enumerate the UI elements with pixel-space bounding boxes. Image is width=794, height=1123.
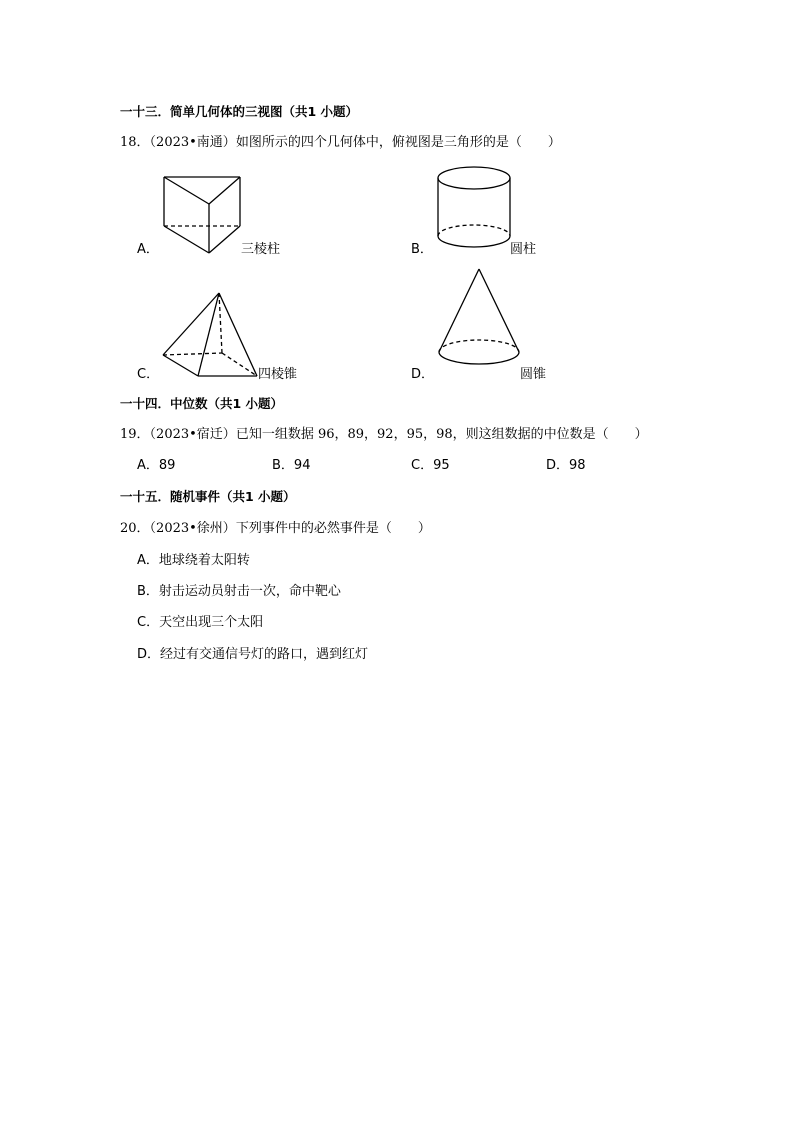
option-b: B．94 [272, 458, 311, 473]
option-a: A．地球绕着太阳转 [137, 553, 250, 568]
question-18 [120, 135, 561, 151]
option-a-caption: 三棱柱 [241, 242, 281, 257]
option-d-letter: D． [411, 367, 435, 382]
option-c-caption: 四棱锥 [258, 367, 298, 382]
option-b-letter: B． [411, 242, 433, 257]
question-stem: 下列事件中的必然事件是（ ） [235, 521, 431, 536]
question-source: （2023•徐州） [149, 521, 236, 536]
option-c: C．95 [411, 458, 450, 473]
question-number: 19． [120, 427, 150, 442]
triangular-prism-icon [158, 172, 248, 258]
section-heading-15: 一十五．随机事件（共1 小题） [120, 489, 296, 504]
question-stem: 如图所示的四个几何体中，俯视图是三角形的是（ ） [235, 135, 561, 150]
section-heading-13: 一十三．简单几何体的三视图（共1 小题） [120, 104, 359, 119]
option-b-caption: 圆柱 [510, 242, 537, 257]
option-b: B．射击运动员射击一次，命中靶心 [137, 584, 341, 599]
option-c-letter: C． [137, 367, 160, 382]
cone-icon [432, 264, 526, 382]
option-a: A．89 [137, 458, 176, 473]
question-20 [120, 521, 431, 537]
cylinder-icon [432, 164, 518, 254]
option-c: C．天空出现三个太阳 [137, 615, 264, 630]
question-source: （2023•南通） [149, 135, 236, 150]
question-19 [120, 427, 648, 443]
question-number: 18． [120, 135, 150, 150]
question-source: （2023•宿迁） [149, 427, 236, 442]
option-d-caption: 圆锥 [520, 367, 547, 382]
square-pyramid-icon [158, 285, 268, 381]
question-stem: 已知一组数据 96，89，92，95，98，则这组数据的中位数是（ ） [235, 427, 648, 442]
option-d: D．经过有交通信号灯的路口，遇到红灯 [137, 647, 369, 662]
option-a-letter: A． [137, 242, 159, 257]
question-number: 20． [120, 521, 150, 536]
option-d: D．98 [546, 458, 586, 473]
section-heading-14: 一十四．中位数（共1 小题） [120, 396, 284, 411]
